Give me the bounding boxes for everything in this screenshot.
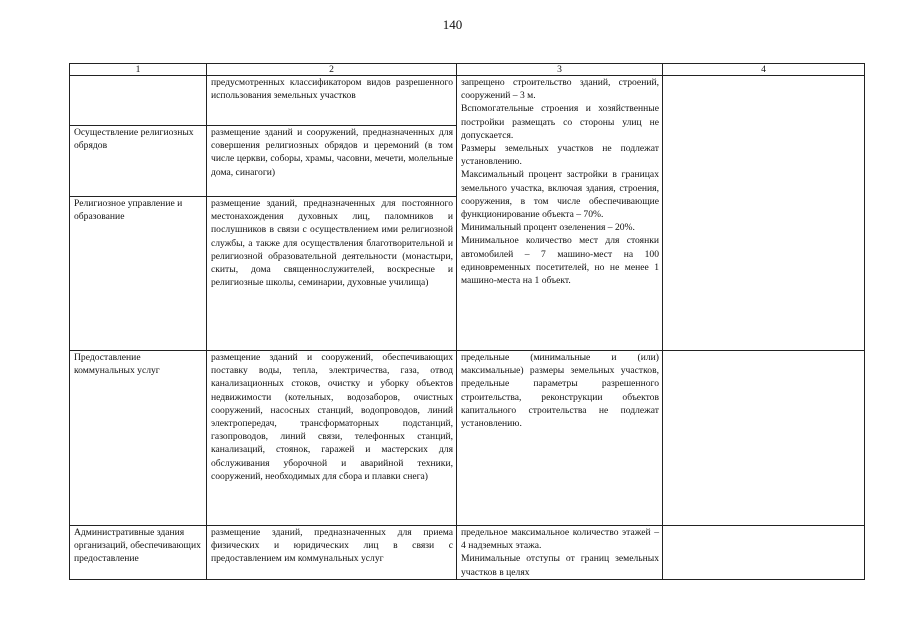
use-type-cell: Осуществление религиозных обрядов [70, 126, 207, 197]
parameter-text: запрещено строительство зданий, строений, сооружений – 3 м. [461, 77, 659, 102]
parameter-text: предельные (минимальные и (или) максимальные) размеры земельных участков, предельные параметры разрешенного строительства, реконструкции объектов капитального строительства не подлежат установлению. [461, 352, 659, 430]
notes-cell [663, 76, 865, 351]
parameter-text: предельное максимальное количество этажей – 4 надземных этажа. [461, 527, 659, 552]
column-header: 2 [207, 64, 457, 76]
column-header: 3 [457, 64, 663, 76]
table-row [70, 351, 865, 526]
parameter-text: Минимальные отступы от границ земельных участков в целях [461, 553, 659, 578]
use-description-cell: размещение зданий, предназначенных для постоянного местонахождения духовных лиц, паломников и послушников в связи с осуществлением ими религиозной службы, а также для осуществления благотворительной и религиозной образовательной деятельности (монастыри, скиты, дома священнослужителей, воскресные и религиозные школы, семинарии, духовные училища) [207, 197, 457, 351]
page-number: 140 [442, 17, 463, 32]
parameter-text: Минимальное количество мест для стоянки автомобилей – 7 машино-мест на 100 единовременных посетителей, но не менее 1 машино-места на 1 объект. [461, 235, 659, 287]
column-header: 4 [663, 64, 865, 76]
use-type-cell: Предоставление коммунальных услуг [70, 351, 207, 526]
use-type-cell [70, 76, 207, 126]
parameters-cell [457, 351, 663, 526]
table-row [70, 526, 865, 580]
parameter-text: Максимальный процент застройки в границах земельного участка, включая здания, строения, сооружения, в том числе обеспечивающие функционирование объекта – 70%. [461, 169, 659, 221]
table-header-row [70, 64, 865, 76]
use-description-cell: размещение зданий и сооружений, предназначенных для совершения религиозных обрядов и церемоний (в том числе церкви, соборы, храмы, часовни, мечети, молельные дома, синагоги) [207, 126, 457, 197]
use-description-cell: размещение зданий, предназначенных для приема физических и юридических лиц в связи с предоставлением им коммунальных услуг [207, 526, 457, 580]
use-type-cell: Административные здания организаций, обеспечивающих предоставление [70, 526, 207, 580]
parameters-cell [457, 526, 663, 580]
regulations-table [69, 63, 865, 580]
parameter-text: Минимальный процент озеленения – 20%. [461, 222, 635, 234]
notes-cell [663, 351, 865, 526]
use-description-cell: предусмотренных классификатором видов разрешенного использования земельных участков [207, 76, 457, 126]
use-type-cell: Религиозное управление и образование [70, 197, 207, 351]
parameter-text: Вспомогательные строения и хозяйственные постройки размещать со стороны улиц не допускается. [461, 103, 659, 141]
parameters-cell [457, 76, 663, 351]
use-description-cell: размещение зданий и сооружений, обеспечивающих поставку воды, тепла, электричества, газа, отвод канализационных стоков, очистку и уборку объектов недвижимости (котельных, водозаборов, очистных сооружений, насосных станций, водопроводов, линий электропередач, трансформаторных подстанций, газопроводов, линий связи, телефонных станций, канализаций, стоянок, гаражей и мастерских для обслуживания уборочной и аварийной техники, сооружений, необходимых для сбора и плавки снега) [207, 351, 457, 526]
notes-cell [663, 526, 865, 580]
parameter-text: Размеры земельных участков не подлежат установлению. [461, 143, 659, 168]
table-row [70, 76, 865, 126]
column-header: 1 [70, 64, 207, 76]
